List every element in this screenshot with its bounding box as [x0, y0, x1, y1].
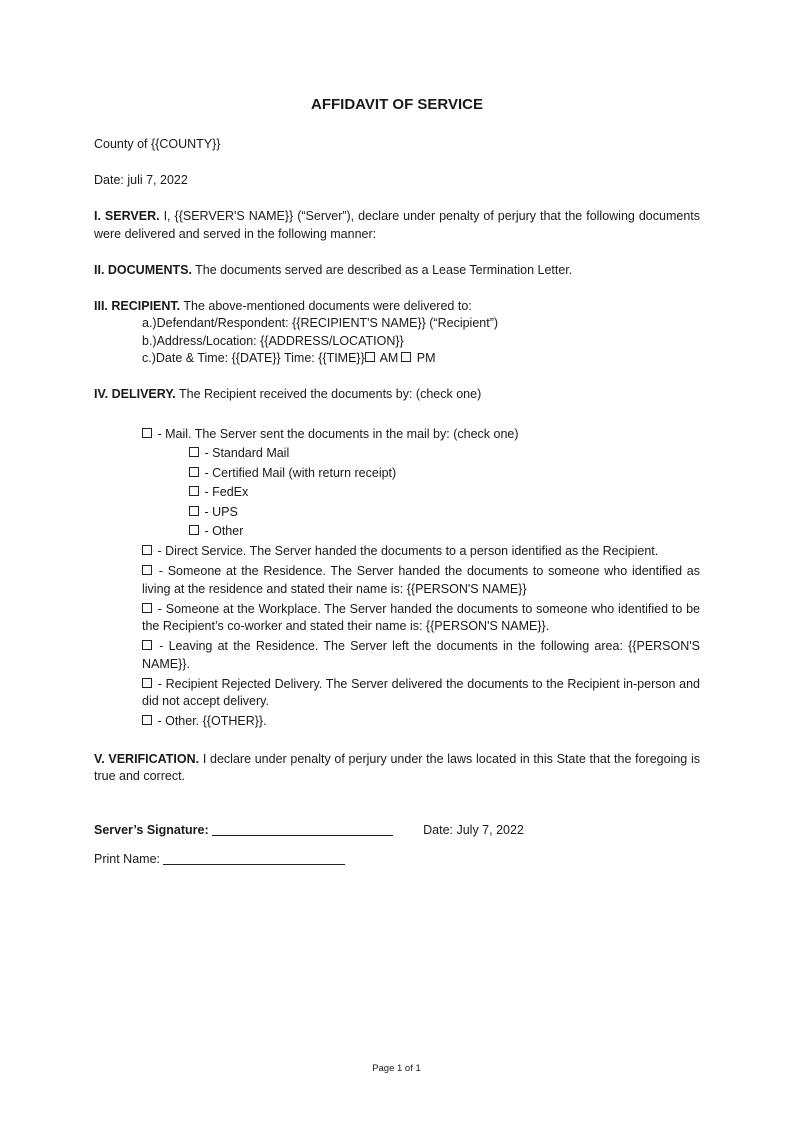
- server-text: I, {{SERVER'S NAME}} (“Server”), declare under penalty of perjury that the following documents were delivered and served in the following manner:: [94, 209, 700, 241]
- fedex-label: - FedEx: [201, 485, 249, 499]
- am-checkbox[interactable]: [365, 352, 375, 362]
- delivery-text: The Recipient received the documents by: (check one): [175, 387, 482, 401]
- ups-checkbox[interactable]: [189, 506, 199, 516]
- print-name-label: Print Name:: [94, 852, 160, 866]
- delivery-heading: IV. DELIVERY.: [94, 387, 176, 401]
- mail-option-other: [94, 522, 700, 542]
- delivery-option-other: [142, 713, 700, 731]
- direct-service-label: - Direct Service. The Server handed the documents to a person identified as the Recipient.: [154, 543, 659, 558]
- leaving-checkbox[interactable]: [142, 640, 152, 650]
- mail-other-checkbox[interactable]: [189, 525, 199, 535]
- workplace-checkbox[interactable]: [142, 603, 152, 613]
- date-line: Date: juli 7, 2022: [94, 173, 188, 187]
- other-label: - Other. {{OTHER}}.: [154, 714, 267, 728]
- section-delivery: [94, 386, 700, 404]
- delivery-option-direct: [94, 542, 700, 562]
- rejected-checkbox[interactable]: [142, 678, 152, 688]
- section-verification: [94, 751, 700, 786]
- leaving-label: - Leaving at the Residence. The Server left the documents in the following area: {{PERSON'S NAME}}.: [142, 639, 700, 671]
- delivery-option-rejected: [142, 676, 700, 711]
- ups-label: - UPS: [201, 504, 238, 519]
- verification-text: I declare under penalty of perjury under the laws located in this State that the foregoing is true and correct.: [94, 751, 700, 783]
- section-recipient: [94, 298, 700, 316]
- mail-option-certified: [94, 464, 700, 484]
- mail-option-ups: [94, 503, 700, 523]
- delivery-option-workplace: [142, 601, 700, 636]
- document-title: AFFIDAVIT OF SERVICE: [311, 96, 483, 113]
- print-name-row: [94, 851, 700, 869]
- recipient-item-c-text: c.)Date & Time: {{DATE}} Time: {{TIME}}: [142, 351, 365, 365]
- page-footer: Page 1 of 1: [372, 1063, 421, 1074]
- delivery-option-mail: [94, 425, 700, 445]
- documents-heading: II. DOCUMENTS.: [94, 262, 192, 277]
- document-body: [94, 96, 700, 869]
- fedex-checkbox[interactable]: [189, 486, 199, 496]
- recipient-item-b: b.)Address/Location: {{ADDRESS/LOCATION}}: [142, 333, 404, 348]
- am-label: AM: [376, 351, 399, 365]
- recipient-item-c: [94, 350, 700, 368]
- documents-text: The documents served are described as a Lease Termination Letter.: [191, 262, 573, 277]
- section-documents: [94, 262, 700, 280]
- signature-row: [94, 822, 700, 840]
- signature-label: Server’s Signature:: [94, 822, 209, 837]
- delivery-option-residence-wrap: [94, 563, 700, 731]
- mail-label: - Mail. The Server sent the documents in the mail by: (check one): [154, 426, 519, 441]
- certified-mail-label: - Certified Mail (with return receipt): [201, 465, 397, 480]
- workplace-label: - Someone at the Workplace. The Server handed the documents to someone who identified to be the Recipient’s co-worker and stated their name is: {{PERSON'S NAME}}.: [142, 601, 700, 633]
- residence-checkbox[interactable]: [142, 565, 152, 575]
- recipient-item-a: a.)Defendant/Respondent: {{RECIPIENT'S NAME}} (“Recipient”): [142, 316, 499, 330]
- county-line: County of {{COUNTY}}: [94, 137, 221, 151]
- mail-other-label: - Other: [201, 524, 244, 538]
- pm-checkbox[interactable]: [401, 352, 411, 362]
- residence-label: - Someone at the Residence. The Server handed the documents to someone who identified as living at the residence and stated their name is: {{PERSON'S NAME}}: [142, 564, 700, 596]
- recipient-text: The above-mentioned documents were delivered to:: [180, 298, 472, 313]
- print-name-line[interactable]: [163, 852, 345, 865]
- signature-date: Date: July 7, 2022: [423, 822, 524, 837]
- delivery-option-leaving: [142, 638, 700, 673]
- pm-label: PM: [413, 351, 436, 365]
- signature-line[interactable]: [212, 823, 393, 836]
- delivery-option-residence: [142, 563, 700, 598]
- rejected-label: - Recipient Rejected Delivery. The Server delivered the documents to the Recipient in-person and did not accept delivery.: [142, 676, 700, 708]
- standard-mail-checkbox[interactable]: [189, 447, 199, 457]
- certified-mail-checkbox[interactable]: [189, 467, 199, 477]
- server-heading: I. SERVER.: [94, 209, 160, 223]
- mail-option-standard: [94, 444, 700, 464]
- verification-heading: V. VERIFICATION.: [94, 751, 200, 766]
- mail-option-fedex: [94, 483, 700, 503]
- standard-mail-label: - Standard Mail: [201, 446, 290, 460]
- direct-service-checkbox[interactable]: [142, 545, 152, 555]
- mail-checkbox[interactable]: [142, 428, 152, 438]
- other-checkbox[interactable]: [142, 715, 152, 725]
- recipient-heading: III. RECIPIENT.: [94, 298, 181, 313]
- section-server: [94, 208, 700, 243]
